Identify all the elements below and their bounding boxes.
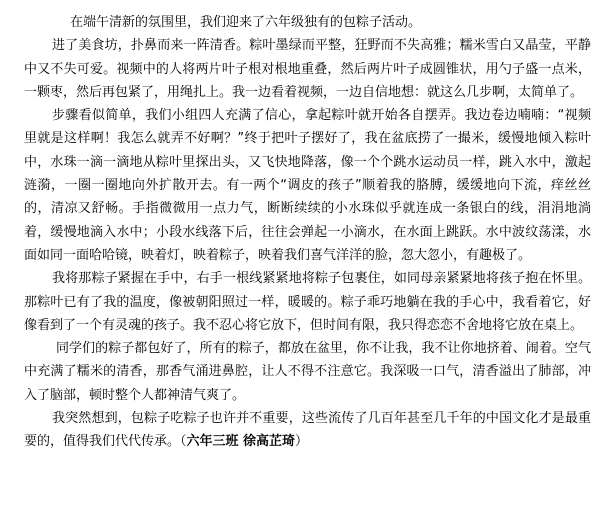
author-signature: 六年三班 徐高芷琦 — [186, 434, 296, 450]
essay-paragraph-4: 我将那粽子紧握在手中，右手一根线紧紧地将粽子包裹住，如同母亲紧紧地将孩子抱在怀里。那粽叶已有了我的温度，像被朝阳照过一样，暖暖的。粽子乖巧地躺在我的手心中，我看着它，好像看到了一个有灵魂的孩子。我不忍心将它放下，但时间有限，我只得恋恋不舍地将它放在桌上。 — [24, 271, 591, 333]
essay-paragraph-6-text: 我突然想到，包粽子吃粽子也许并不重要，这些流传了几百年甚至几千年的中国文化才是最重要的，值得我们代代传承。（ — [24, 411, 591, 450]
essay-paragraph-5: 同学们的粽子都包好了，所有的粽子，都放在盆里，你不让我，我不让你地挤着、闹着。空气中充满了糯米的清香，那香气涌进鼻腔，让人不得不注意它。我深吸一口气，清香溢出了肺部，冲入了脑部，顿时整个人都神清气爽了。 — [24, 341, 591, 403]
essay-paragraph-2: 进了美食坊，扑鼻而来一阵清香。粽叶墨绿而平整，狂野而不失高雅；糯米雪白又晶莹，平静中又不失可爱。视频中的人将两片叶子根对根地重叠，然后两片叶子成圆锥状，用勺子盛一点米，一颗枣，然后再包紧了，用绳扎上。我一边看着视频，一边自信地想：就这么几步啊，太简单了。 — [24, 38, 591, 100]
essay-paragraph-3: 步骤看似简单，我们小组四人充满了信心，拿起粽叶就开始各自摆弄。我边卷边喃喃：“视频里就是这样啊！我怎么就弄不好啊？”终于把叶子摆好了，我在盆底捞了一撮米，缓慢地倾入粽叶中，水珠一滴一滴地从粽叶里探出头，又飞快地降落，像一个个跳水运动员一样，跳入水中，激起涟漪，一圈一圈地向外扩散开去。有一两个“调皮的孩子”顺着我的胳膊，缓缓地向下流，痒丝丝的，清凉又舒畅。手指微微用一点力气，断断续续的小水珠似乎就连成一条银白的线，涓涓地淌着，缓慢地滴入水中；小段水线落下后，往往会弹起一小滴水，在水面上跳跃。水中波纹荡漾，水面如同一面哈哈镜，映着灯，映着粽子，映着我们喜气洋洋的脸，忽大忽小，有趣极了。 — [24, 108, 591, 263]
closing-parenthesis: ） — [295, 434, 309, 450]
essay-paragraph-1: 在端午清新的氛围里，我们迎来了六年级独有的包粽子活动。 — [70, 15, 422, 30]
essay-paragraph-6 — [24, 407, 591, 454]
